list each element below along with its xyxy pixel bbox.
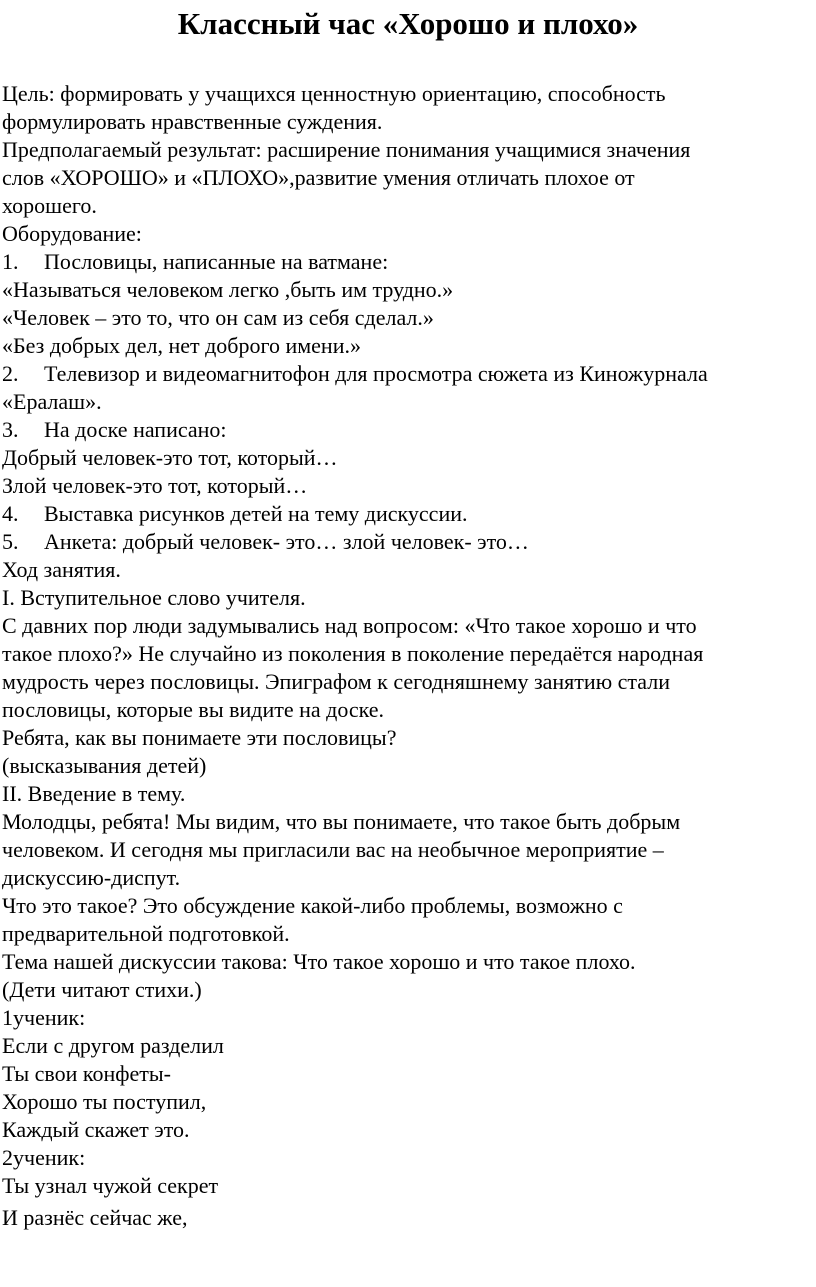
list-item-text: Анкета: добрый человек- это… злой человек- это… — [44, 529, 529, 554]
list-item-text: Телевизор и видеомагнитофон для просмотра сюжета из Киножурнала — [44, 361, 708, 386]
section-heading: II. Введение в тему. — [2, 781, 186, 806]
text-line: Цель: формировать у учащихся ценностную ориентацию, способность — [2, 81, 666, 106]
text-line: хорошего. — [2, 193, 97, 218]
list-item — [2, 500, 814, 528]
poem-line: Каждый скажет это. — [2, 1117, 190, 1142]
text-line: мудрость через пословицы. Эпиграфом к сегодняшнему занятию стали — [2, 669, 670, 694]
section-heading: Ход занятия. — [2, 557, 121, 582]
text-line: слов «ХОРОШО» и «ПЛОХО»,развитие умения отличать плохое от — [2, 165, 635, 190]
text-line: Ребята, как вы понимаете эти пословицы? — [2, 725, 397, 750]
text-line: Тема нашей дискуссии такова: Что такое хорошо и что такое плохо. — [2, 949, 636, 974]
text-line: пословицы, которые вы видите на доске. — [2, 697, 385, 722]
proverb-line: «Без добрых дел, нет доброго имени.» — [2, 333, 361, 358]
poem-line: И разнёс сейчас же, — [2, 1205, 188, 1230]
text-line: Добрый человек-это тот, который… — [2, 445, 338, 470]
section-heading: I. Вступительное слово учителя. — [2, 585, 306, 610]
list-item-text: Пословицы, написанные на ватмане: — [44, 249, 389, 274]
text-line: (высказывания детей) — [2, 753, 207, 778]
text-line: Что это такое? Это обсуждение какой-либо проблемы, возможно с — [2, 893, 623, 918]
text-line: человеком. И сегодня мы пригласили вас на необычное мероприятие – — [2, 837, 664, 862]
list-number: 1. — [2, 249, 19, 274]
text-line: такое плохо?» Не случайно из поколения в поколение передаётся народная — [2, 641, 704, 666]
list-item — [2, 528, 814, 556]
text-line: предварительной подготовкой. — [2, 921, 290, 946]
poem-line: Хорошо ты поступил, — [2, 1089, 207, 1114]
text-line: Молодцы, ребята! Мы видим, что вы понимаете, что такое быть добрым — [2, 809, 681, 834]
text-line: формулировать нравственные суждения. — [2, 109, 383, 134]
list-item-text: На доске написано: — [44, 417, 227, 442]
poem-line: Ты свои конфеты- — [2, 1061, 171, 1086]
speaker-label: 2ученик: — [2, 1145, 86, 1170]
list-item — [2, 360, 814, 388]
text-line: дискуссию-диспут. — [2, 865, 181, 890]
list-number: 3. — [2, 417, 19, 442]
list-number: 5. — [2, 529, 19, 554]
equipment-heading: Оборудование: — [2, 221, 142, 246]
speaker-label: 1ученик: — [2, 1005, 86, 1030]
list-item — [2, 416, 814, 444]
text-line: Предполагаемый результат: расширение понимания учащимися значения — [2, 137, 691, 162]
list-number: 2. — [2, 361, 19, 386]
list-item-text: Выставка рисунков детей на тему дискуссии. — [44, 501, 468, 526]
list-item — [2, 248, 814, 276]
document-body — [2, 80, 814, 1232]
proverb-line: «Называться человеком легко ,быть им трудно.» — [2, 277, 454, 302]
document-title: Классный час «Хорошо и плохо» — [177, 6, 639, 41]
poem-line: Если с другом разделил — [2, 1033, 224, 1058]
poem-line: Ты узнал чужой секрет — [2, 1173, 219, 1198]
proverb-line: «Человек – это то, что он сам из себя сделал.» — [2, 305, 434, 330]
list-number: 4. — [2, 501, 19, 526]
text-line: С давних пор люди задумывались над вопросом: «Что такое хорошо и что — [2, 613, 697, 638]
text-line: «Ералаш». — [2, 389, 102, 414]
text-line: (Дети читают стихи.) — [2, 977, 202, 1002]
text-line: Злой человек-это тот, который… — [2, 473, 308, 498]
